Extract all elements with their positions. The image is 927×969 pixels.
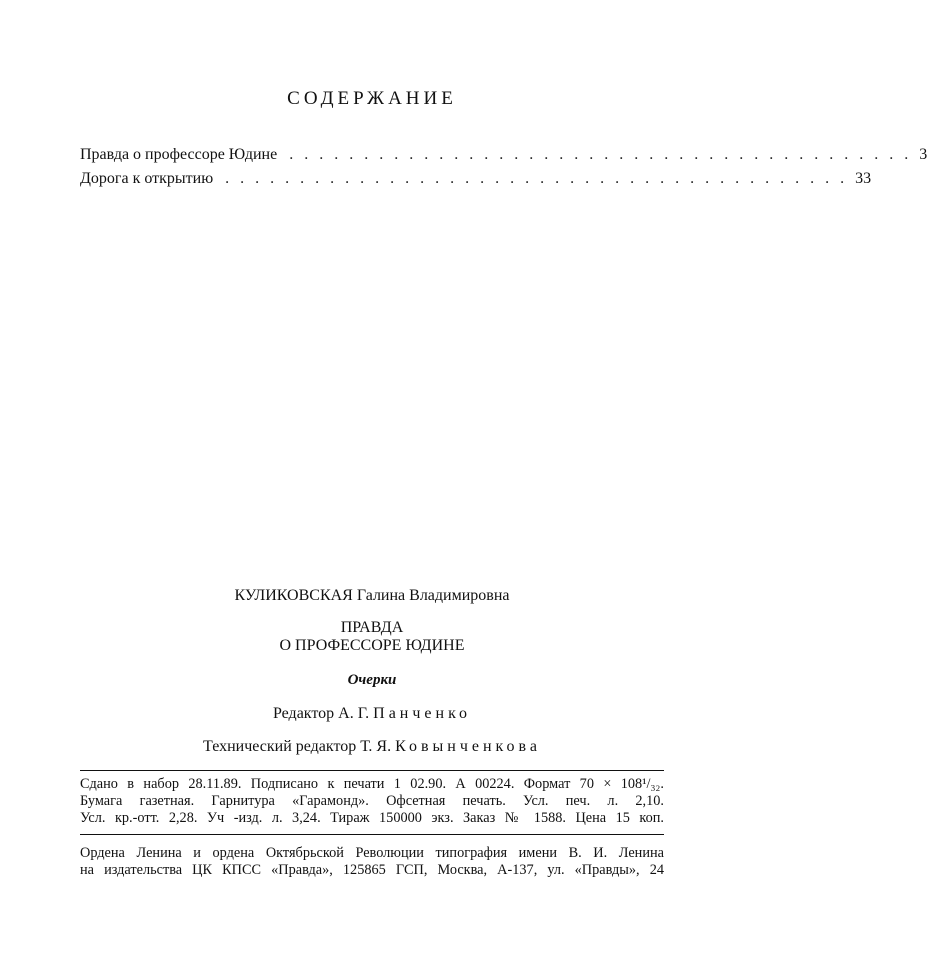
- toc-item-title: Правда о профессоре Юдине: [80, 146, 278, 163]
- colophon-production: [80, 776, 664, 827]
- editor-line: [0, 705, 744, 723]
- editor-surname: Панченко: [373, 705, 472, 722]
- genre-label: Очерки: [347, 672, 397, 688]
- author-line: [0, 587, 744, 605]
- colophon-line: Усл. кр.-отт. 2,28. Уч -изд. л. 3,24. Тираж 150000 экз. Заказ № 1588. Цена 15 коп.: [80, 810, 664, 826]
- colophon-line: Сдано в набор 28.11.89. Подписано к печати 1 02.90. А 00224. Формат 70 × 108¹/₃₂.: [80, 776, 664, 792]
- toc-leader-dots: ..........................................: [289, 146, 920, 163]
- toc-item-title: Дорога к открытию: [80, 170, 214, 187]
- divider-bottom: [80, 834, 664, 835]
- tech-editor-line: [0, 738, 744, 756]
- author-surname: КУЛИКОВСКАЯ: [234, 587, 353, 604]
- printer-line: на издательства ЦК КПСС «Правда», 125865 ГСП, Москва, А-137, ул. «Правды», 24: [80, 862, 664, 878]
- book-title-line2: О ПРОФЕССОРЕ ЮДИНЕ: [279, 637, 465, 654]
- colophon-line: Бумага газетная. Гарнитура «Гарамонд». Офсетная печать. Усл. печ. л. 2,10.: [80, 793, 664, 809]
- printer-line: Ордена Ленина и ордена Октябрьской Революции типография имени В. И. Ленина: [80, 845, 664, 861]
- toc-item-page: 3: [919, 146, 927, 163]
- toc-leader-dots: ..........................................: [225, 170, 856, 187]
- tech-editor-surname: Ковынченкова: [395, 738, 541, 755]
- toc-item: [80, 146, 927, 170]
- divider-top: [80, 770, 664, 771]
- book-title-line1: ПРАВДА: [340, 619, 404, 636]
- table-of-contents: [80, 146, 927, 194]
- toc-heading: СОДЕРЖАНИЕ: [287, 88, 457, 109]
- author-name: Галина Владимировна: [356, 587, 510, 604]
- tech-editor-label: Технический редактор Т. Я.: [203, 738, 392, 755]
- toc-item-page: 33: [855, 170, 872, 187]
- colophon-printer: [80, 845, 664, 879]
- toc-item: [80, 170, 872, 194]
- editor-label: Редактор А. Г.: [272, 705, 370, 722]
